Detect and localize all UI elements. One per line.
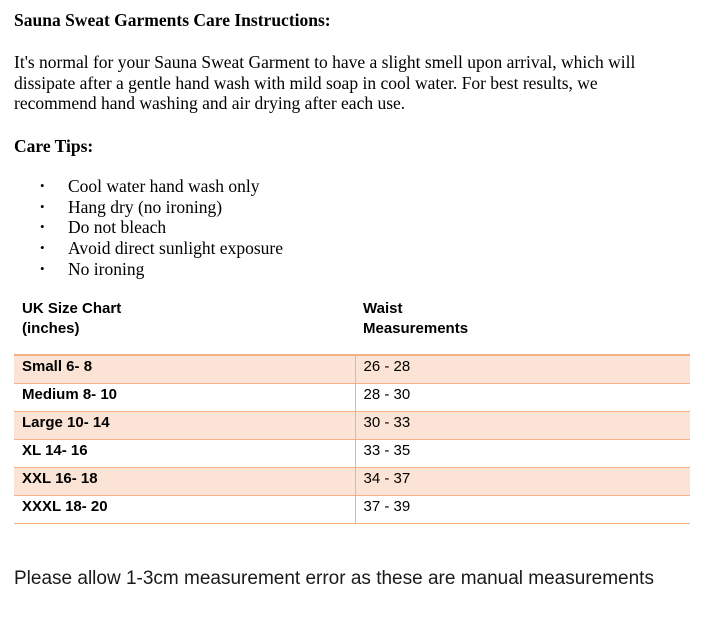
care-tip-item [0,217,283,238]
care-tip-text: Avoid direct sunlight exposure [68,238,283,259]
table-row [14,440,690,468]
care-tip-item [0,197,283,218]
care-tips-list [0,176,283,279]
size-cell: Large 10- 14 [14,412,355,440]
care-tip-item [0,176,283,197]
care-tips-heading: Care Tips: [14,136,94,156]
intro-line: It's normal for your Sauna Sweat Garment to have a slight smell upon arrival, which will [14,52,636,72]
page-title: Sauna Sweat Garments Care Instructions: [14,10,331,30]
intro-paragraph [14,52,710,114]
size-cell: XXXL 18- 20 [14,496,355,524]
table-row [14,412,690,440]
care-tip-text: No ironing [68,258,145,279]
table-header-row [14,296,690,355]
waist-cell: 30 - 33 [355,412,690,440]
waist-cell: 28 - 30 [355,384,690,412]
measurement-note: Please allow 1-3cm measurement error as these are manual measurements [14,568,654,589]
bullet-icon: • [40,240,45,256]
bullet-icon: • [40,219,45,235]
size-cell: XXL 16- 18 [14,468,355,496]
care-tip-text: Cool water hand wash only [68,176,260,196]
care-tip-item [0,259,283,280]
size-header-line: UK Size Chart [22,300,122,317]
intro-line: dissipate after a gentle hand wash with mild soap in cool water. For best results, we [14,72,598,93]
table-row [14,496,690,524]
waist-header-line: Waist [363,300,403,317]
waist-cell: 34 - 37 [355,468,690,496]
waist-column-header [355,296,690,355]
bullet-icon: • [40,260,45,276]
size-column-header [14,296,355,355]
waist-cell: 33 - 35 [355,440,690,468]
size-header-line: (inches) [22,320,80,337]
table-row [14,468,690,496]
waist-cell: 26 - 28 [355,355,690,384]
size-cell: Small 6- 8 [14,355,355,384]
size-cell: XL 14- 16 [14,440,355,468]
table-row [14,384,690,412]
size-cell: Medium 8- 10 [14,384,355,412]
care-tip-text: Hang dry (no ironing) [68,196,223,217]
size-chart-table [14,296,690,524]
table-row [14,355,690,384]
bullet-icon: • [40,178,45,193]
care-tip-item [0,238,283,259]
bullet-icon: • [40,198,45,214]
intro-line: recommend hand washing and air drying after each use. [14,93,406,113]
waist-cell: 37 - 39 [355,496,690,524]
care-tip-text: Do not bleach [68,217,167,238]
waist-header-line: Measurements [363,320,469,337]
